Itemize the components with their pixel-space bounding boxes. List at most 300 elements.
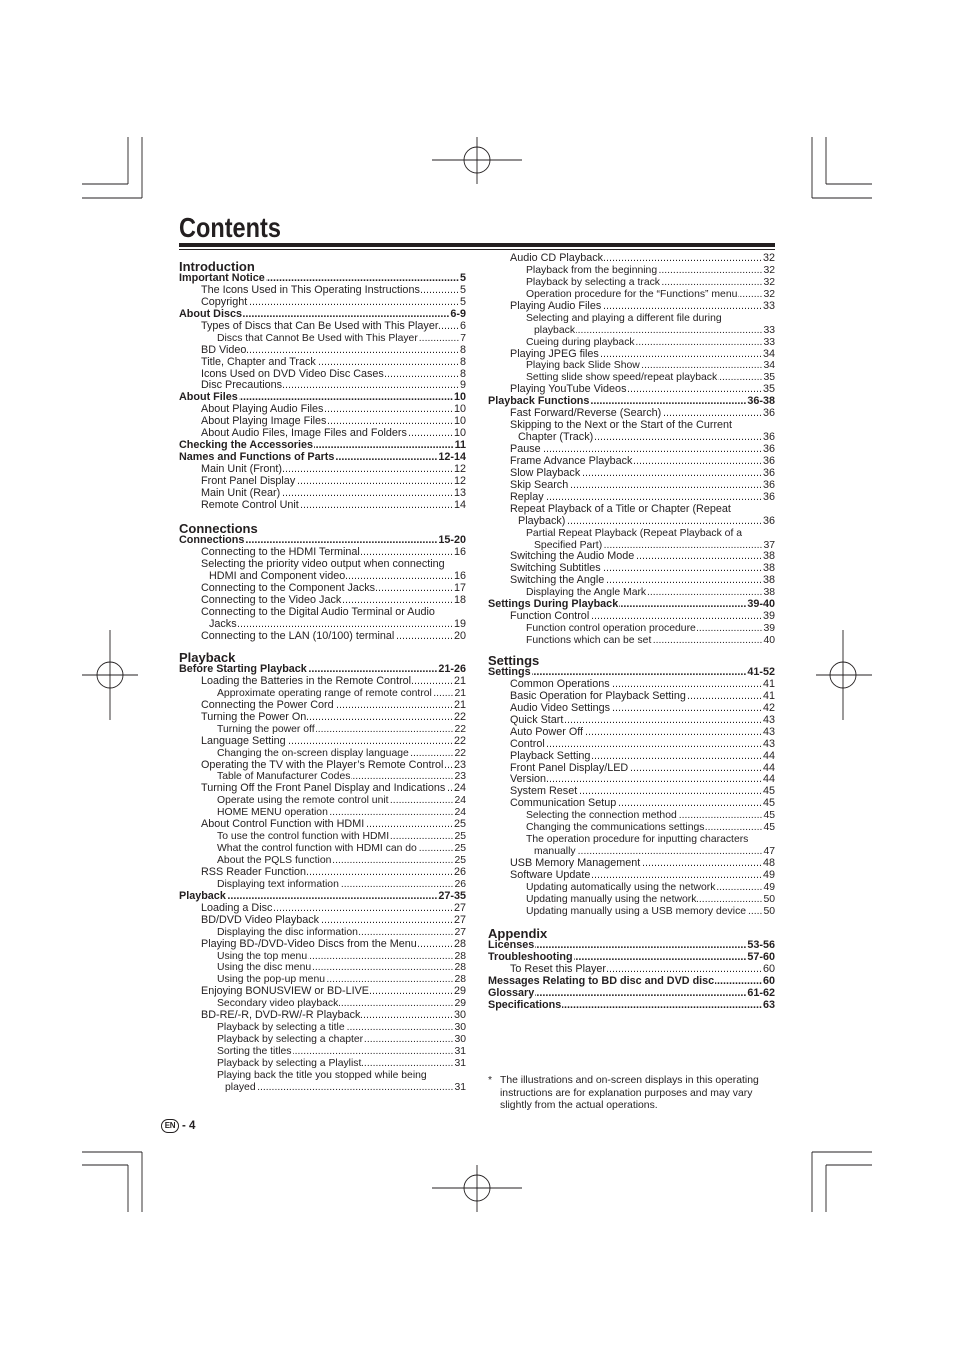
toc-entry-page: 25 [454, 855, 466, 866]
toc-entry-title: Sorting the titles [217, 1046, 292, 1057]
dot-leader [446, 783, 453, 795]
toc-entry [488, 265, 775, 277]
dot-leader [308, 951, 453, 963]
toc-entry [179, 1046, 466, 1058]
dot-leader [594, 432, 762, 444]
toc-entry-title: Loading a Disc [201, 901, 273, 914]
toc-entry-page: 14 [453, 498, 466, 511]
dot-leader [227, 891, 438, 903]
dot-leader [418, 939, 453, 951]
toc-entry-page: 30 [454, 1022, 466, 1034]
toc-entry-page: 5 [459, 272, 466, 284]
toc-entry-page: 18 [453, 593, 466, 606]
toc-entry-page: 32 [763, 288, 775, 300]
dot-leader [283, 380, 459, 392]
toc-section-heading: Introduction [179, 259, 255, 274]
toc-entry-title: The Icons Used in This Operating Instructions [201, 283, 420, 296]
toc-entry [488, 810, 775, 822]
toc-entry-page: 29 [454, 998, 466, 1010]
dot-leader [617, 798, 762, 810]
toc-entry-page: 17 [453, 581, 466, 594]
toc-entry-title: Cueing during playback [526, 336, 635, 348]
dot-leader [283, 464, 453, 476]
toc-entry-page: 36 [762, 431, 775, 444]
toc-entry-page: 28 [454, 962, 466, 974]
toc-entry [488, 739, 775, 751]
toc-entry-title: Function control operation procedure [526, 623, 696, 635]
toc-entry [179, 345, 466, 357]
toc-entry-page: 29 [453, 985, 466, 998]
dot-leader [715, 976, 762, 988]
dot-leader [718, 372, 762, 384]
toc-entry-title: Remote Control Unit [201, 498, 299, 511]
toc-entry-title: Approximate operating range of remote control [217, 687, 432, 699]
toc-entry-page: 39-40 [747, 598, 775, 611]
toc-entry-title: Switching the Angle [510, 574, 605, 587]
toc-entry-page: 15-20 [438, 534, 466, 546]
dot-leader [335, 700, 453, 712]
toc-entry [179, 631, 466, 643]
toc-entry [179, 321, 466, 333]
dot-leader [317, 357, 459, 369]
toc-entry-page: 45 [762, 797, 775, 810]
toc-entry-title: Front Panel Display/LED [510, 761, 629, 774]
dot-leader [641, 858, 762, 870]
toc-entry-page: 28 [454, 950, 466, 962]
dot-leader [257, 1082, 454, 1094]
toc-entry-page: 6 [459, 319, 466, 332]
toc-entry-title: Settings During Playback [488, 598, 619, 611]
toc-section [179, 522, 466, 642]
toc-entry [488, 623, 775, 635]
dot-leader [247, 345, 459, 357]
toc-entry-page: 57-60 [747, 950, 775, 963]
toc-entry-page: 43 [762, 725, 775, 738]
dot-leader [581, 468, 762, 480]
toc-entry-title: Connecting to the LAN (10/100) terminal [201, 629, 395, 642]
toc-entry-title: Playback Functions [488, 395, 590, 408]
toc-entry [179, 819, 466, 831]
toc-entry-title: Playback by selecting a chapter [217, 1034, 364, 1046]
toc-entry-page: 53-56 [747, 939, 775, 951]
toc-entry-page: 38 [763, 587, 775, 599]
dot-leader [342, 595, 453, 607]
toc-entry-page: 39 [762, 610, 775, 623]
toc-entry [488, 751, 775, 763]
toc-entry-title: Communication Setup [510, 797, 617, 810]
toc-entry-title-line2: HDMI and Component video [209, 569, 346, 582]
toc-entry-title: Before Starting Playback [179, 663, 307, 675]
toc-entry-title: Disc Precautions [201, 379, 283, 392]
toc-entry-page: 24 [454, 807, 466, 819]
toc-entry [179, 1022, 466, 1034]
toc-entry [179, 309, 466, 321]
toc-entry-title: BD/DVD Video Playback [201, 913, 320, 926]
dot-leader [545, 492, 762, 504]
toc-entry-page: 61-62 [747, 986, 775, 999]
dot-leader [546, 739, 762, 751]
dot-leader [320, 915, 453, 927]
toc-entry [179, 891, 466, 903]
dot-leader [412, 676, 453, 688]
toc-entry-title: USB Memory Management [510, 857, 641, 869]
toc-entry-page: 24 [454, 795, 466, 807]
toc-entry-title: Turning Off the Front Panel Display and Indications [201, 782, 446, 795]
dot-leader [243, 309, 449, 321]
toc-entry-page: 21 [453, 674, 466, 687]
toc-entry [179, 500, 466, 512]
toc-entry-title: About Control Function with HDMI [201, 818, 365, 831]
toc-entry-title: Enjoying BONUSVIEW or BD-LIVE [201, 985, 370, 998]
dot-leader [584, 727, 762, 739]
toc-entry [179, 333, 466, 345]
toc-entry-page: 8 [459, 355, 466, 368]
toc-entry-page: 36 [762, 478, 775, 491]
toc-entry-page: 33 [763, 324, 775, 336]
toc-entry-title-line2: manually [534, 846, 576, 858]
dot-leader [340, 879, 454, 891]
toc-entry-page: 32 [762, 252, 775, 264]
toc-entry-page: 30 [453, 1009, 466, 1022]
toc-entry-page: 22 [454, 747, 466, 759]
toc-entry-title: Discs that Cannot Be Used with This Player [217, 332, 418, 344]
toc-entry-page: 28 [454, 974, 466, 986]
toc-entry [179, 760, 466, 772]
toc-entry-page: 41-52 [747, 666, 775, 678]
toc-entry-page: 10 [453, 391, 466, 404]
toc-entry-page: 35 [762, 383, 775, 396]
toc-entry-title: Settings [488, 666, 531, 678]
dot-leader [635, 551, 762, 563]
toc-entry-title: Updating manually using a USB memory device [526, 905, 747, 917]
dot-leader [716, 882, 762, 894]
dot-leader [535, 988, 746, 1000]
toc-entry-page: 39 [763, 623, 775, 635]
toc-entry [179, 795, 466, 807]
toc-entry-page: 45 [763, 810, 775, 822]
page-number: - 4 [182, 1120, 196, 1132]
dot-leader [605, 575, 762, 587]
toc-entry-page: 25 [454, 843, 466, 855]
dot-leader [316, 724, 454, 736]
registration-mark-left [82, 630, 138, 720]
toc-entry-page: 22 [453, 710, 466, 723]
toc-entry-title: Icons Used on DVD Video Disc Cases [201, 367, 384, 380]
dot-leader [591, 751, 762, 763]
toc-entry-title: HOME MENU operation [217, 807, 328, 819]
toc-entry [179, 676, 466, 688]
toc-entry-title: About Playing Image Files [201, 415, 327, 428]
crop-mark-bottom-right [812, 1152, 872, 1212]
toc-entry [179, 951, 466, 963]
toc-entry-title: Glossary [488, 986, 535, 999]
toc-entry-title: BD-RE/-R, DVD-RW/-R Playback [201, 1009, 361, 1022]
dot-leader [747, 906, 762, 918]
toc-entry [488, 277, 775, 289]
toc-entry-page: 30 [454, 1034, 466, 1046]
toc-entry-title: Playback [179, 889, 226, 902]
toc-entry-title: Using the pop-up menu [217, 974, 326, 986]
toc-entry [179, 962, 466, 974]
toc-entry-title: Title, Chapter and Track [201, 355, 316, 368]
toc-entry [179, 595, 466, 607]
toc-entry-page: 25 [453, 818, 466, 831]
toc-entry-page: 16 [453, 545, 466, 558]
toc-entry-page: 22 [454, 723, 466, 735]
dot-leader [697, 894, 762, 906]
dot-leader [444, 760, 453, 772]
toc-entry-page: 16 [453, 569, 466, 582]
dot-leader [376, 583, 453, 595]
footnote-text: The illustrations and on-screen displays in this operating instructions are for explanation purposes and may vary slightly from the actual operations. [500, 1075, 759, 1111]
dot-leader [346, 1022, 454, 1034]
toc-entry [179, 843, 466, 855]
toc-entry [488, 727, 775, 739]
toc-entry-title: System Reset [510, 785, 578, 798]
toc-entry-title: Replay [510, 490, 544, 503]
dot-leader [418, 843, 454, 855]
dot-leader [293, 1046, 454, 1058]
toc-entry-page: 41 [762, 677, 775, 690]
toc-entry-title: Playback from the beginning [526, 264, 658, 276]
toc-entry-title: Playing Audio Files [510, 299, 602, 312]
toc-entry-page: 36 [762, 443, 775, 455]
dot-leader [619, 599, 746, 611]
toc-entry-page: 43 [762, 737, 775, 750]
toc-entry-title: Playback by selecting a track [526, 276, 660, 288]
toc-entry [488, 337, 775, 349]
toc-entry-title: Frame Advance Playback [510, 454, 633, 467]
toc-entry-page: 25 [454, 831, 466, 843]
toc-entry [179, 831, 466, 843]
toc-entry-title: Connecting to the HDMI Terminal [201, 545, 360, 558]
toc-entry-page: 36 [762, 454, 775, 467]
dot-leader [658, 265, 762, 277]
toc-entry-title: Connecting to the Digital Audio Terminal or Audio [201, 605, 435, 618]
toc-entry [179, 1070, 466, 1082]
toc-entry-title: Secondary video playback [217, 998, 339, 1010]
toc-entry-title-line2: playback [534, 324, 576, 336]
toc-section-heading: Appendix [488, 926, 548, 941]
dot-leader [547, 774, 762, 786]
toc-entry-title: Displaying the Angle Mark [526, 587, 647, 599]
toc-entry-page: 12 [453, 474, 466, 487]
dot-leader [395, 631, 453, 643]
toc-entry [488, 988, 775, 1000]
dot-leader [636, 337, 763, 349]
toc-entry-page: 27-35 [438, 889, 466, 902]
toc-entry-title: Switching the Audio Mode [510, 550, 635, 563]
toc-entry-continuation [179, 1082, 466, 1094]
toc-entry-title: Front Panel Display [201, 474, 296, 487]
toc-entry-title: Slow Playback [510, 466, 581, 479]
toc-entry [179, 783, 466, 795]
toc-entry-page: 13 [453, 486, 466, 499]
toc-entry-title: Main Unit (Rear) [201, 486, 281, 499]
toc-entry-title: Function Control [510, 610, 590, 623]
toc-entry-title: Names and Functions of Parts [179, 451, 335, 464]
toc-entry-title: Connections [179, 534, 245, 546]
toc-entry-page: 36 [762, 407, 775, 420]
dot-leader [738, 289, 762, 301]
dot-leader [300, 500, 453, 512]
dot-leader [408, 428, 453, 440]
toc-entry-title: Copyright [201, 295, 248, 308]
toc-entry-title: Skipping to the Next or the Start of the Current [510, 419, 733, 432]
toc-entry-page: 38 [762, 574, 775, 587]
crop-mark-bottom-left [82, 1152, 142, 1212]
toc-entry-title: About Audio Files, Image Files and Folders [201, 427, 407, 440]
toc-entry-title: Common Operations [510, 677, 610, 690]
toc-entry-title: Skip Search [510, 478, 569, 491]
toc-entry-page: 45 [762, 785, 775, 798]
toc-entry-continuation [179, 571, 466, 583]
toc-entry-page: 34 [763, 360, 775, 372]
toc-entry-page: 31 [454, 1057, 466, 1069]
toc-entry-page: 35 [763, 372, 775, 384]
toc-entry-page: 26 [453, 865, 466, 878]
toc-entry-title: About Playing Audio Files [201, 403, 324, 416]
toc-entry-page: 22 [453, 734, 466, 747]
toc-entry [179, 357, 466, 369]
dot-leader [576, 325, 762, 337]
toc-entry-title-line2: Playback) [518, 514, 566, 527]
toc-entry-title: Switching Subtitles [510, 562, 601, 575]
toc-entry-page: 26 [454, 878, 466, 890]
toc-entry-title: Setting slide show speed/repeat playback [526, 372, 718, 384]
toc-entry-page: 36-38 [747, 395, 775, 408]
dot-leader [627, 384, 762, 396]
toc-section [488, 253, 775, 647]
toc-entry [488, 504, 775, 516]
toc-entry-continuation [179, 619, 466, 631]
toc-entry-title: What the control function with HDMI can do [217, 843, 417, 855]
toc-entry [179, 1058, 466, 1070]
toc-entry-title: Playback Setting [510, 749, 591, 762]
toc-entry [179, 712, 466, 724]
toc-entry-title: Changing the on-screen display language [217, 747, 409, 759]
toc-entry-page: 34 [762, 347, 775, 360]
toc-entry [488, 882, 775, 894]
toc-entry-title: Loading the Batteries in the Remote Control [201, 674, 412, 687]
dot-leader [590, 611, 762, 623]
dot-leader [678, 810, 763, 822]
toc-entry [179, 700, 466, 712]
toc-entry [488, 253, 775, 265]
toc-entry-page: 60 [762, 974, 775, 987]
toc-entry-page: 6-9 [450, 307, 466, 320]
dot-leader [419, 333, 459, 345]
toc-left-column [179, 0, 466, 1100]
registration-mark-right [816, 630, 872, 720]
crop-mark-top-left [82, 137, 142, 198]
toc-entry-title: Playback by selecting a Playlist [217, 1057, 362, 1069]
toc-entry [488, 715, 775, 727]
toc-entry-title: Selecting and playing a different file during [526, 312, 722, 324]
toc-entry-title: Playing BD-/DVD-Video Discs from the Menu [201, 937, 417, 950]
dot-leader [238, 619, 453, 631]
toc-entry-title: Messages Relating to BD disc and DVD disc [488, 974, 715, 987]
toc-entry [179, 867, 466, 879]
page-marker [161, 1119, 195, 1133]
toc-section [488, 654, 775, 918]
toc-entry-page: 27 [453, 913, 466, 926]
dot-leader [591, 870, 762, 882]
toc-entry-page: 33 [763, 336, 775, 348]
dot-leader [385, 369, 459, 381]
dot-leader [687, 691, 762, 703]
toc-entry [488, 528, 775, 540]
toc-entry [488, 798, 775, 810]
toc-entry [488, 870, 775, 882]
toc-entry-title: Playing back Slide Show [526, 360, 640, 372]
toc-entry-page: 9 [459, 379, 466, 392]
toc-entry [488, 313, 775, 325]
toc-entry-title: To use the control function with HDMI [217, 831, 390, 843]
dot-leader [324, 404, 453, 416]
toc-entry-title: About Files [179, 391, 238, 404]
dot-leader [361, 1010, 453, 1022]
toc-entry-title: Software Update [510, 868, 591, 881]
toc-entry-continuation [488, 516, 775, 528]
toc-entry-title: Using the disc menu [217, 962, 312, 974]
toc-entry-title: Playing back the title you stopped while being [217, 1069, 427, 1081]
toc-entry-page: 42 [762, 701, 775, 714]
dot-leader [390, 831, 453, 843]
toc-entry-page: 31 [454, 1046, 466, 1057]
toc-entry-title: Basic Operation for Playback Setting [510, 689, 686, 702]
toc-entry-page: 23 [454, 771, 466, 783]
toc-entry-title: Connecting the Power Cord [201, 698, 334, 711]
toc-entry-page: 10 [453, 403, 466, 416]
toc-entry-page: 12 [453, 463, 466, 475]
toc-entry-title-line2: Specified Part) [534, 539, 603, 551]
toc-entry-page: 11 [454, 439, 466, 452]
toc-entry-page: 31 [454, 1081, 466, 1093]
dot-leader [433, 688, 454, 700]
toc-section-heading: Settings [488, 653, 540, 668]
page-title: Contents [179, 212, 281, 243]
toc-entry [488, 301, 775, 313]
toc-entry [488, 360, 775, 372]
toc-entry-page: 21 [454, 687, 466, 699]
toc-entry-title: Pause [510, 443, 541, 455]
toc-entry-title: Operation procedure for the “Functions” menu [526, 288, 738, 300]
toc-entry-page: 49 [763, 881, 775, 893]
toc-entry-page: 40 [763, 635, 775, 646]
toc-entry-page: 60 [762, 962, 775, 975]
toc-entry-page: 36 [762, 490, 775, 503]
toc-entry-page: 47 [763, 846, 775, 858]
toc-entry [179, 748, 466, 760]
toc-entry-page: 41 [762, 689, 775, 702]
toc-entry-continuation [488, 325, 775, 337]
toc-entry-title: Version [510, 773, 547, 786]
dot-leader [652, 635, 762, 647]
toc-entry-title: Updating automatically using the network [526, 881, 716, 893]
toc-entry [179, 927, 466, 939]
dot-leader [629, 763, 762, 775]
toc-entry-page: 12-14 [438, 451, 466, 464]
toc-entry-title: Playing JPEG files [510, 347, 599, 360]
toc-entry [179, 903, 466, 915]
toc-entry-page: 5 [459, 283, 466, 296]
toc-entry [179, 986, 466, 998]
toc-entry-page: 63 [762, 998, 775, 1011]
toc-entry-page: 10 [453, 415, 466, 428]
toc-entry-title: Checking the Accessories [179, 439, 314, 452]
toc-entry-title: To Reset this Player [510, 962, 607, 975]
